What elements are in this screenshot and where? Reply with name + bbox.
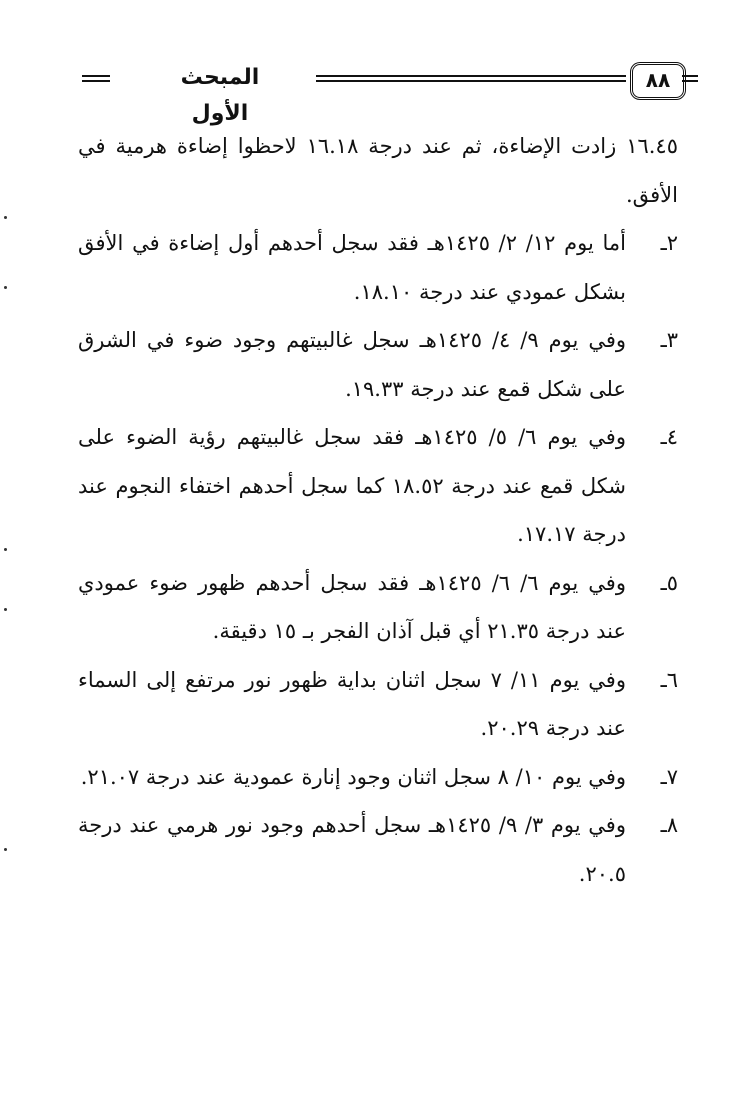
list-item: [78, 656, 678, 753]
list-item-text: وفي يوم ٦/ ٦/ ١٤٢٥هـ فقد سجل أحدهم ظهور ضوء عمودي عند درجة ٢١.٣٥ أي قبل آذان الفجر بـ ١٥ دقيقة.: [78, 570, 626, 643]
list-item-number: ٨ـ: [660, 813, 678, 837]
header-rule-right: [682, 75, 698, 82]
page-number: ٨٨: [630, 62, 686, 100]
chapter-title: المبحث الأول: [180, 65, 260, 126]
scan-mark: [4, 216, 7, 219]
page-header: [78, 58, 698, 126]
header-rule-left: [82, 75, 110, 82]
scan-mark: [4, 608, 7, 611]
list-item-number: ٢ـ: [660, 231, 678, 255]
list-item-text: وفي يوم ١١/ ٧ سجل اثنان بداية ظهور نور مرتفع إلى السماء عند درجة ٢٠.٢٩.: [78, 667, 626, 740]
list-item: [78, 559, 678, 656]
list-item: [78, 801, 678, 898]
scan-mark: [4, 848, 7, 851]
list-item-number: ٥ـ: [660, 570, 678, 595]
list-item-number: ٤ـ: [660, 425, 678, 449]
list-item-number: ٦ـ: [660, 667, 678, 692]
list-item-text: وفي يوم ١٠/ ٨ سجل اثنان وجود إنارة عمودية عند درجة ٢١.٠٧.: [80, 764, 626, 789]
header-rule-middle: [316, 75, 626, 82]
list-item: [78, 753, 678, 802]
page-body: [78, 122, 678, 898]
list-item-text: وفي يوم ٣/ ٩/ ١٤٢٥هـ سجل أحدهم وجود نور هرمي عند درجة ٢٠.٥.: [78, 813, 626, 886]
list-item-number: ٧ـ: [660, 764, 678, 789]
list-item-number: ٣ـ: [660, 328, 678, 352]
scan-mark: [4, 548, 7, 551]
scan-mark: [4, 286, 7, 289]
list-item: [78, 316, 678, 413]
list-item-text: وفي يوم ٦/ ٥/ ١٤٢٥هـ فقد سجل غالبيتهم رؤية الضوء على شكل قمع عند درجة ١٨.٥٢ كما سجل أحدهم اختفاء النجوم عند درجة ١٧.١٧.: [78, 425, 627, 546]
list-item: [78, 219, 678, 316]
list-item: [78, 413, 678, 559]
intro-paragraph: ١٦.٤٥ زادت الإضاءة، ثم عند درجة ١٦.١٨ لاحظوا إضاءة هرمية في الأفق.: [78, 134, 678, 207]
list-item-text: وفي يوم ٩/ ٤/ ١٤٢٥هـ سجل غالبيتهم وجود ضوء في الشرق على شكل قمع عند درجة ١٩.٣٣.: [78, 328, 627, 401]
list-item-text: أما يوم ١٢/ ٢/ ١٤٢٥هـ فقد سجل أحدهم أول إضاءة في الأفق بشكل عمودي عند درجة ١٨.١٠.: [78, 231, 626, 304]
